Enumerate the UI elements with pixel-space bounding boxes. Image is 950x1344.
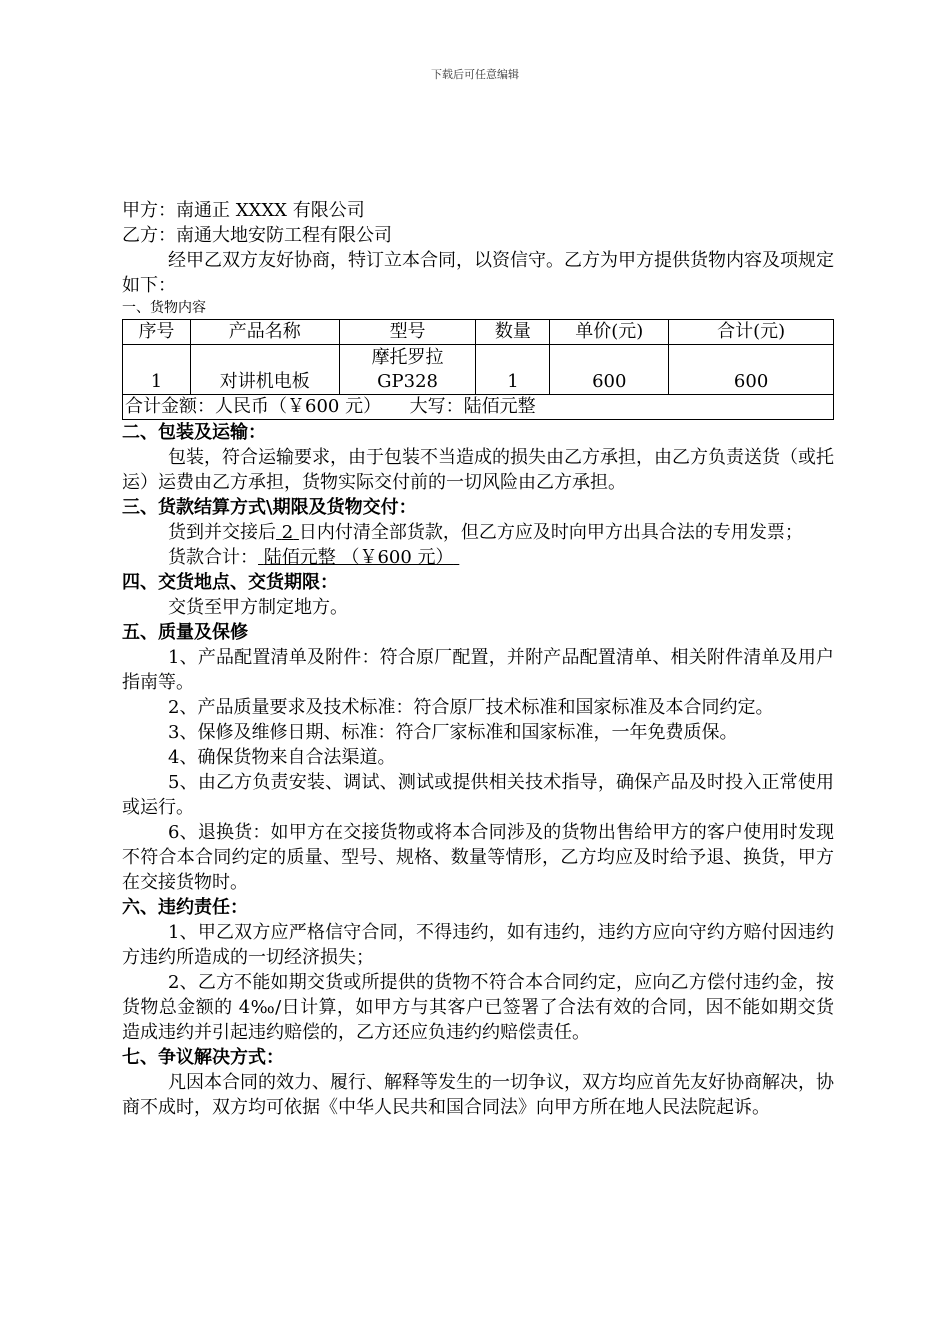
section3-text-post: 日内付清全部货款，但乙方应及时向甲方出具合法的专用发票；	[298, 522, 803, 543]
contract-document	[122, 198, 834, 1120]
section5-title: 五、质量及保修	[122, 622, 248, 643]
table-row	[123, 345, 834, 395]
header-model: 型号	[339, 320, 476, 345]
section5-item: 1、产品配置清单及附件：符合原厂配置，并附产品配置清单、相关附件清单及用户指南等。	[122, 647, 834, 693]
party-b: 乙方：南通大地安防工程有限公司	[122, 225, 392, 246]
section1-title: 一、货物内容	[122, 300, 206, 316]
section5-item: 4、确保货物来自合法渠道。	[168, 747, 396, 768]
section7-title: 七、争议解决方式：	[122, 1047, 284, 1068]
table-total: 合计金额：人民币（￥600 元） 大写：陆佰元整	[123, 395, 834, 420]
section6-item: 2、乙方不能如期交货或所提供的货物不符合本合同约定，应向乙方偿付违约金，按货物总金额的 4‰/日计算，如甲方与其客户已签署了合法有效的合同，因不能如期交货造成违约并引起违约赔偿的，乙方还应负违约约赔偿责任。	[122, 972, 834, 1043]
header-subtotal: 合计(元)	[669, 320, 834, 345]
cell-subtotal: 600	[669, 345, 834, 395]
section3-total-label: 货款合计：	[168, 547, 258, 568]
cell-unit-price: 600	[550, 345, 669, 395]
table-total-row	[123, 395, 834, 420]
section5-item: 5、由乙方负责安装、调试、测试或提供相关技术指导，确保产品及时投入正常使用或运行。	[122, 772, 834, 818]
section3-total	[122, 545, 834, 570]
header-index: 序号	[123, 320, 191, 345]
section7-text: 凡因本合同的效力、履行、解释等发生的一切争议，双方均应首先友好协商解决，协商不成时，双方均可依据《中华人民共和国合同法》向甲方所在地人民法院起诉。	[122, 1072, 834, 1118]
section3-text-pre: 货到并交接后	[168, 522, 276, 543]
section3-total-value: 陆佰元整 （￥600 元）	[263, 547, 454, 568]
section5-item: 3、保修及维修日期、标准：符合厂家标准和国家标准，一年免费质保。	[168, 722, 738, 743]
section2-title: 二、包装及运输：	[122, 422, 266, 443]
section3-title: 三、货款结算方式\期限及货物交付：	[122, 497, 417, 518]
header-unit-price: 单价(元)	[550, 320, 669, 345]
intro-paragraph: 经甲乙双方友好协商，特订立本合同，以资信守。乙方为甲方提供货物内容及项规定如下：	[122, 250, 834, 296]
section3-text	[122, 520, 834, 545]
header-note: 下载后可任意编辑	[431, 68, 519, 81]
section4-title: 四、交货地点、交货期限：	[122, 572, 338, 593]
section3-days: 2	[281, 522, 294, 543]
cell-model	[339, 345, 476, 395]
cell-index: 1	[123, 345, 191, 395]
header-qty: 数量	[476, 320, 550, 345]
section6-item: 1、甲乙双方应严格信守合同，不得违约，如有违约，违约方应向守约方赔付因违约方违约所造成的一切经济损失；	[122, 922, 834, 968]
table-header-row	[123, 320, 834, 345]
header-name: 产品名称	[190, 320, 339, 345]
section4-text: 交货至甲方制定地方。	[168, 597, 348, 618]
section5-item: 2、产品质量要求及技术标准：符合原厂技术标准和国家标准及本合同约定。	[168, 697, 774, 718]
goods-table	[122, 319, 834, 420]
section2-text: 包装，符合运输要求，由于包装不当造成的损失由乙方承担，由乙方负责送货（或托运）运费由乙方承担，货物实际交付前的一切风险由乙方承担。	[122, 447, 834, 493]
cell-qty: 1	[476, 345, 550, 395]
cell-model-line1: 摩托罗拉	[371, 346, 444, 368]
section6-title: 六、违约责任：	[122, 897, 248, 918]
cell-model-line2: GP328	[377, 370, 438, 392]
cell-name: 对讲机电板	[190, 345, 339, 395]
section5-item: 6、退换货：如甲方在交接货物或将本合同涉及的货物出售给甲方的客户使用时发现不符合本合同约定的质量、型号、规格、数量等情形，乙方均应及时给予退、换货，甲方在交接货物时。	[122, 822, 834, 893]
party-a: 甲方：南通正 XXXX 有限公司	[122, 200, 365, 221]
